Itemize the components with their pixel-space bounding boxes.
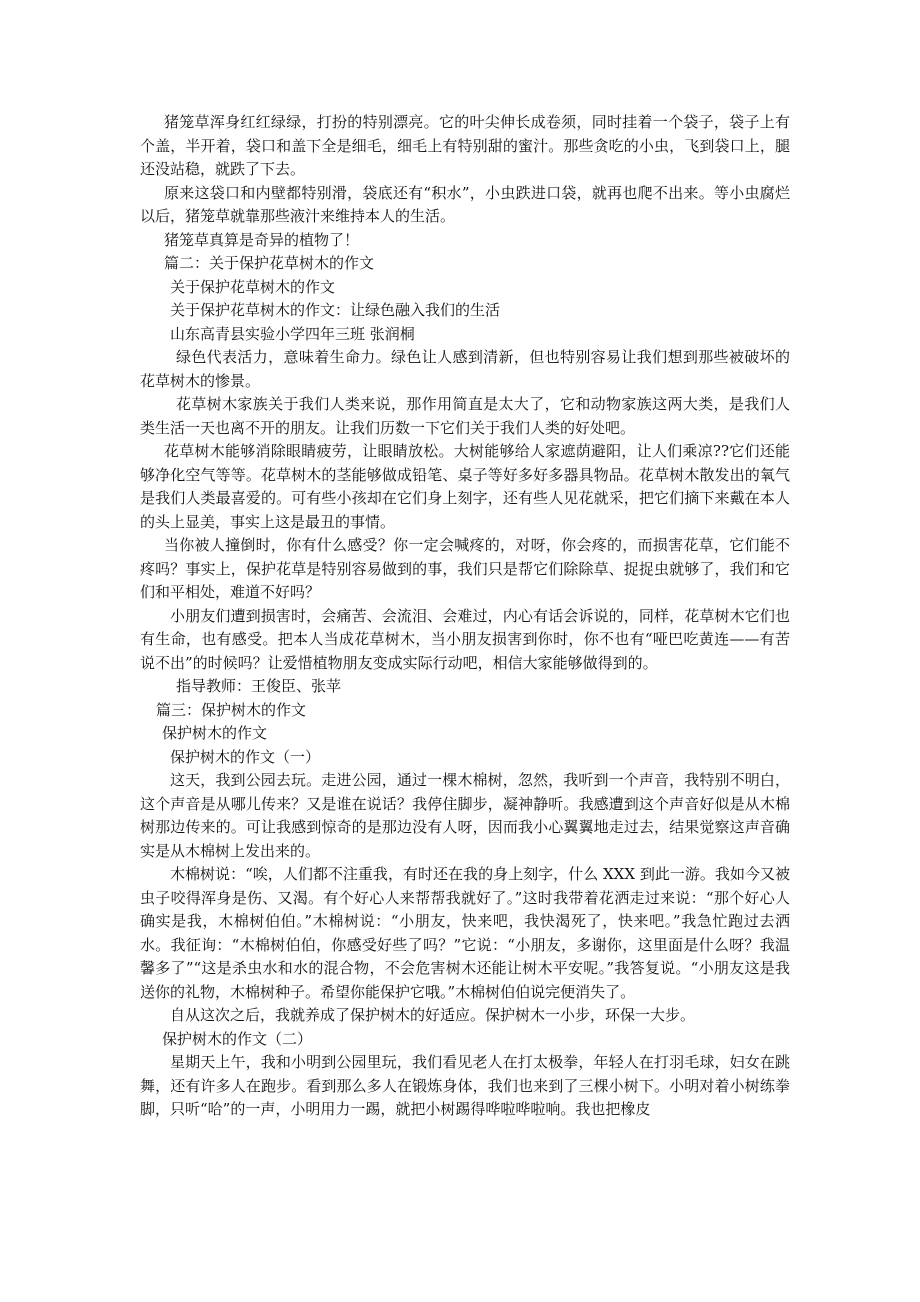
paragraph: 自从这次之后，我就养成了保护树木的好适应。保护树木一小步，环保一大步。 (170, 1006, 696, 1024)
paragraph: 这天，我到公园去玩。走进公园，通过一棵木棉树，忽然，我听到一个声音，我特别不明白，这个声音是从哪儿传来？又是谁在说话？我停住脚步，凝神静听。我感遭到这个声音好似是从木棉树那边传来的。可让我感到惊奇的是那边没有人呀，因而我小心翼翼地走过去，结果觉察这声音确实是从木棉树上发出来的。 (140, 771, 790, 860)
paragraph: 猪笼草真算是奇异的植物了！ (164, 230, 360, 249)
document-body (140, 111, 790, 1122)
paragraph: 木棉树说：“唉，人们都不注重我，有时还在我的身上刻字，什么 XXX 到此一游。我如今又被虫子咬得浑身是伤、又渴。有个好心人来帮帮我就好了。”这时我带着花洒走过来说：“那个好心人确实是我，木棉树伯伯。”木棉树说：“小朋友，快来吧，我快渴死了，快来吧。”我急忙跑过去洒水。我征询：“木棉树伯伯，你感受好些了吗？”它说：“小朋友，多谢你，这里面是什么呀？我温馨多了”“这是杀虫水和水的混合物，不会危害树木还能让树木平安呢。”我答复说。“小朋友这是我送你的礼物，木棉树种子。希望你能保护它哦。”木棉树伯伯说完便消失了。 (140, 865, 790, 1001)
paragraph: 原来这袋口和内壁都特别滑，袋底还有“积水”，小虫跌进口袋，就再也爬不出来。等小虫腐烂以后，猪笼草就靠那些液汁来维持本人的生活。 (140, 183, 790, 225)
article-subtitle: 保护树木的作文（二） (162, 1029, 313, 1048)
paragraph: 猪笼草浑身红红绿绿，打扮的特别漂亮。它的叶尖伸长成卷须，同时挂着一个袋子，袋子上有个盖，半开着，袋口和盖下全是细毛，细毛上有特别甜的蜜汁。那些贪吃的小虫，飞到袋口上，腿还没站稳，就跌了下去。 (140, 113, 790, 178)
paragraph: 花草树木家族关于我们人类来说，那作用简直是太大了，它和动物家族这两大类，是我们人类生活一天也离不开的朋友。让我们历数一下它们关于我们人类的好处吧。 (140, 395, 790, 437)
article-subtitle: 保护树木的作文（一） (170, 747, 321, 766)
paragraph: 绿色代表活力，意味着生命力。绿色让人感到清新，但也特别容易让我们想到那些被破坏的花草树木的惨景。 (140, 348, 790, 390)
section-heading: 篇三：保护树木的作文 (156, 700, 307, 719)
paragraph: 小朋友们遭到损害时，会痛苦、会流泪、会难过，内心有话会诉说的，同样，花草树木它们也有生命，也有感受。把本人当成花草树木，当小朋友损害到你时，你不也有“哑巴吃黄连——有苦说不出”的时候吗？让爱惜植物朋友变成实际行动吧，相信大家能够做得到的。 (140, 606, 790, 672)
article-title: 保护树木的作文 (162, 724, 268, 742)
paragraph: 星期天上午，我和小明到公园里玩，我们看见老人在打太极拳，年轻人在打羽毛球，妇女在跳舞，还有许多人在跑步。看到那么多人在锻炼身体，我们也来到了三棵小树下。小明对着小树练拳脚，只听“哈”的一声，小明用力一踢，就把小树踢得哗啦哗啦响。我也把橡皮 (140, 1053, 790, 1118)
article-subtitle: 关于保护花草树木的作文：让绿色融入我们的生活 (170, 301, 501, 319)
section-heading: 篇二：关于保护花草树木的作文 (164, 254, 375, 272)
paragraph: 当你被人撞倒时，你有什么感受？你一定会喊疼的，对呀，你会疼的，而损害花草，它们能不疼吗？事实上，保护花草是特别容易做到的事，我们只是帮它们除除草、捉捉虫就够了，我们和它们和平相处，难道不好吗？ (140, 536, 790, 601)
paragraph: 花草树木能够消除眼睛疲劳，让眼睛放松。大树能够给人家遮荫避阳，让人们乘凉??它们还能够净化空气等等。花草树木的茎能够做成铅笔、桌子等好多好多器具物品。花草树木散发出的氧气是我们人类最喜爱的。可有些小孩却在它们身上刻字，还有些人见花就采，把它们摘下来戴在本人的头上显美，事实上这是最丑的事情。 (140, 442, 790, 531)
teacher-line: 指导教师：王俊臣、张苹 (176, 677, 342, 695)
article-title: 关于保护花草树木的作文 (170, 277, 336, 296)
author-line: 山东高青县实验小学四年三班 张润桐 (170, 324, 415, 343)
